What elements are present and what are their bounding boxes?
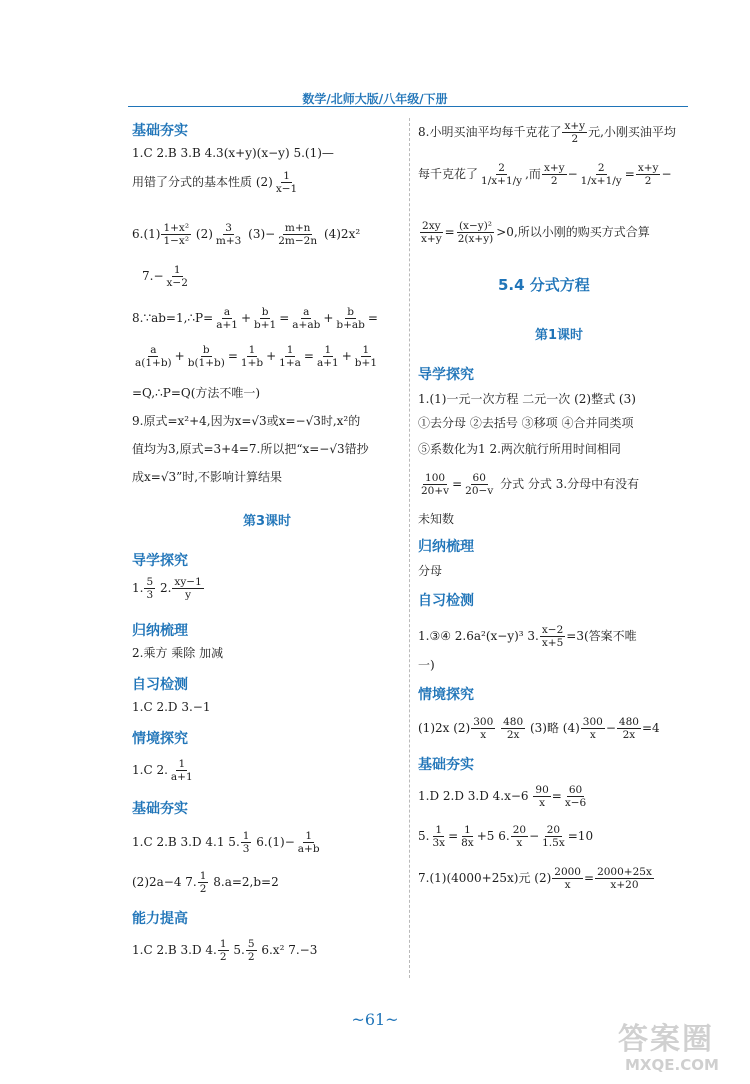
section-title: 情境探究: [418, 687, 474, 703]
answer-line: 每千克花了 $\frac{2}{1/x+1/y}$ ,而 $\frac{x+y}{2}$ − $\frac{2}{1/x+1/y}$ = $\frac{x+y}{2}$ −: [418, 162, 672, 187]
section-title: 情境探究: [132, 731, 188, 747]
section-title: 能力提高: [132, 911, 188, 927]
answer-line: 成x=√3”时,不影响计算结果: [132, 470, 283, 484]
answer-line: ①去分母 ②去括号 ③移项 ④合并同类项: [418, 416, 634, 430]
chapter-title: 5.4 分式方程: [498, 276, 590, 294]
answer-line: 9.原式=x²+4,因为x=√3或x=−√3时,x²的: [132, 414, 361, 428]
answer-line: 5. $\frac{1}{3x}$ = $\frac{1}{8x}$ +5 6. $\frac{20}{x}$ − $\frac{20}{1.5x}$ =10: [418, 824, 594, 849]
section-title: 导学探究: [418, 367, 474, 383]
answer-line: 值均为3,原式=3+4=7.所以把“x=−√3错抄: [132, 442, 369, 456]
watermark-url: MXQE.COM: [625, 1056, 719, 1074]
answer-line: 1.C 2. $\frac{1}{a+1}$: [132, 758, 193, 783]
section-title: 导学探究: [132, 553, 188, 569]
answer-line: 1.C 2.B 3.B 4.3(x+y)(x−y) 5.(1)—: [132, 146, 334, 160]
answer-line: 1.C 2.D 3.−1: [132, 700, 211, 714]
answer-line: 一): [418, 658, 435, 672]
answer-line: 1.(1)一元一次方程 二元一次 (2)整式 (3): [418, 392, 636, 406]
answer-line: 7.(1)(4000+25x)元 (2) $\frac{2000}{x}$ = $\frac{2000+25x}{x+20}$: [418, 866, 652, 891]
answer-line: (1)2x (2) $\frac{300}{x}$ $\frac{480}{2x}$ (3)略 (4) $\frac{300}{x}$ − $\frac{480}{2x}$ =4: [418, 716, 660, 741]
answer-line: $\frac{a}{a(1+b)}$ + $\frac{b}{b(1+b)}$ = $\frac{1}{1+b}$ + $\frac{1}{1+a}$ = $\frac{1}{a+1}$ + $\frac{1}{b+1}$: [135, 344, 377, 369]
answer-line: 未知数: [418, 512, 455, 526]
answer-line: 1.③④ 2.6a²(x−y)³ 3. $\frac{x-2}{x+5}$ =3(答案不唯: [418, 624, 637, 649]
answer-line: 1.C 2.B 3.D 4.1 5. $\frac{1}{3}$ 6.(1)− $\frac{1}{a+b}$: [132, 830, 320, 855]
page-number: ~61~: [351, 1010, 399, 1029]
answer-line: 1.C 2.B 3.D 4. $\frac{1}{2}$ 5. $\frac{5}{2}$ 6.x² 7.−3: [132, 938, 318, 963]
answer-line: 6.(1) $\frac{\text{1+x²}}{\text{1−x²}}$ (2) $\frac{3}{m+3}$ (3)− $\frac{m+n}{2m-2n}$ (4)2x²: [132, 222, 361, 247]
answer-line: 8.∵ab=1,∴P= $\frac{a}{a+1}$ + $\frac{b}{b+1}$ = $\frac{a}{a+ab}$ + $\frac{b}{b+ab}$ =: [132, 306, 378, 331]
header-rule: [128, 106, 688, 107]
section-title: 归纳梳理: [132, 623, 188, 639]
watermark-logo: 答案圈: [618, 1022, 714, 1057]
answer-line: 用错了分式的基本性质 (2) $\frac{1}{x-1}$: [132, 170, 298, 195]
running-header: 数学/北师大版/八年级/下册: [302, 92, 448, 106]
section-title: 基础夯实: [132, 801, 188, 817]
answer-line: 7.− $\frac{1}{x-2}$: [142, 264, 188, 289]
lesson-title: 第3课时: [242, 514, 292, 529]
answer-line: 2.乘方 乘除 加减: [132, 646, 224, 660]
answer-line: (2)2a−4 7. $\frac{1}{2}$ 8.a=2,b=2: [132, 870, 279, 895]
answer-line: 1.D 2.D 3.D 4.x−6 $\frac{90}{x}$ = $\frac{60}{x-6}$: [418, 784, 587, 809]
section-title: 基础夯实: [418, 757, 474, 773]
answer-line: $\frac{2xy}{x+y}$ = $\frac{\text{(x−y)²}}{2(x+y)}$ >0,所以小刚的购买方式合算: [421, 220, 650, 245]
answer-line: 1. $\frac{5}{3}$ 2. $\frac{xy-1}{y}$: [132, 576, 202, 601]
section-title: 归纳梳理: [418, 539, 474, 555]
answer-line: 分母: [418, 564, 443, 578]
answer-line: ⑤系数化为1 2.两次航行所用时间相同: [418, 442, 621, 456]
section-title: 自习检测: [132, 677, 188, 693]
column-divider: [409, 118, 410, 978]
answer-line: =Q,∴P=Q(方法不唯一): [132, 386, 261, 400]
lesson-title: 第1课时: [534, 328, 584, 343]
section-title: 基础夯实: [132, 123, 188, 139]
answer-line: 8.小明买油平均每千克花了 $\frac{x+y}{2}$ 元,小刚买油平均: [418, 120, 676, 145]
section-title: 自习检测: [418, 593, 474, 609]
answer-line: $\frac{100}{20+v}$ = $\frac{60}{20-v}$ 分式 分式 3.分母中有没有: [421, 472, 640, 497]
